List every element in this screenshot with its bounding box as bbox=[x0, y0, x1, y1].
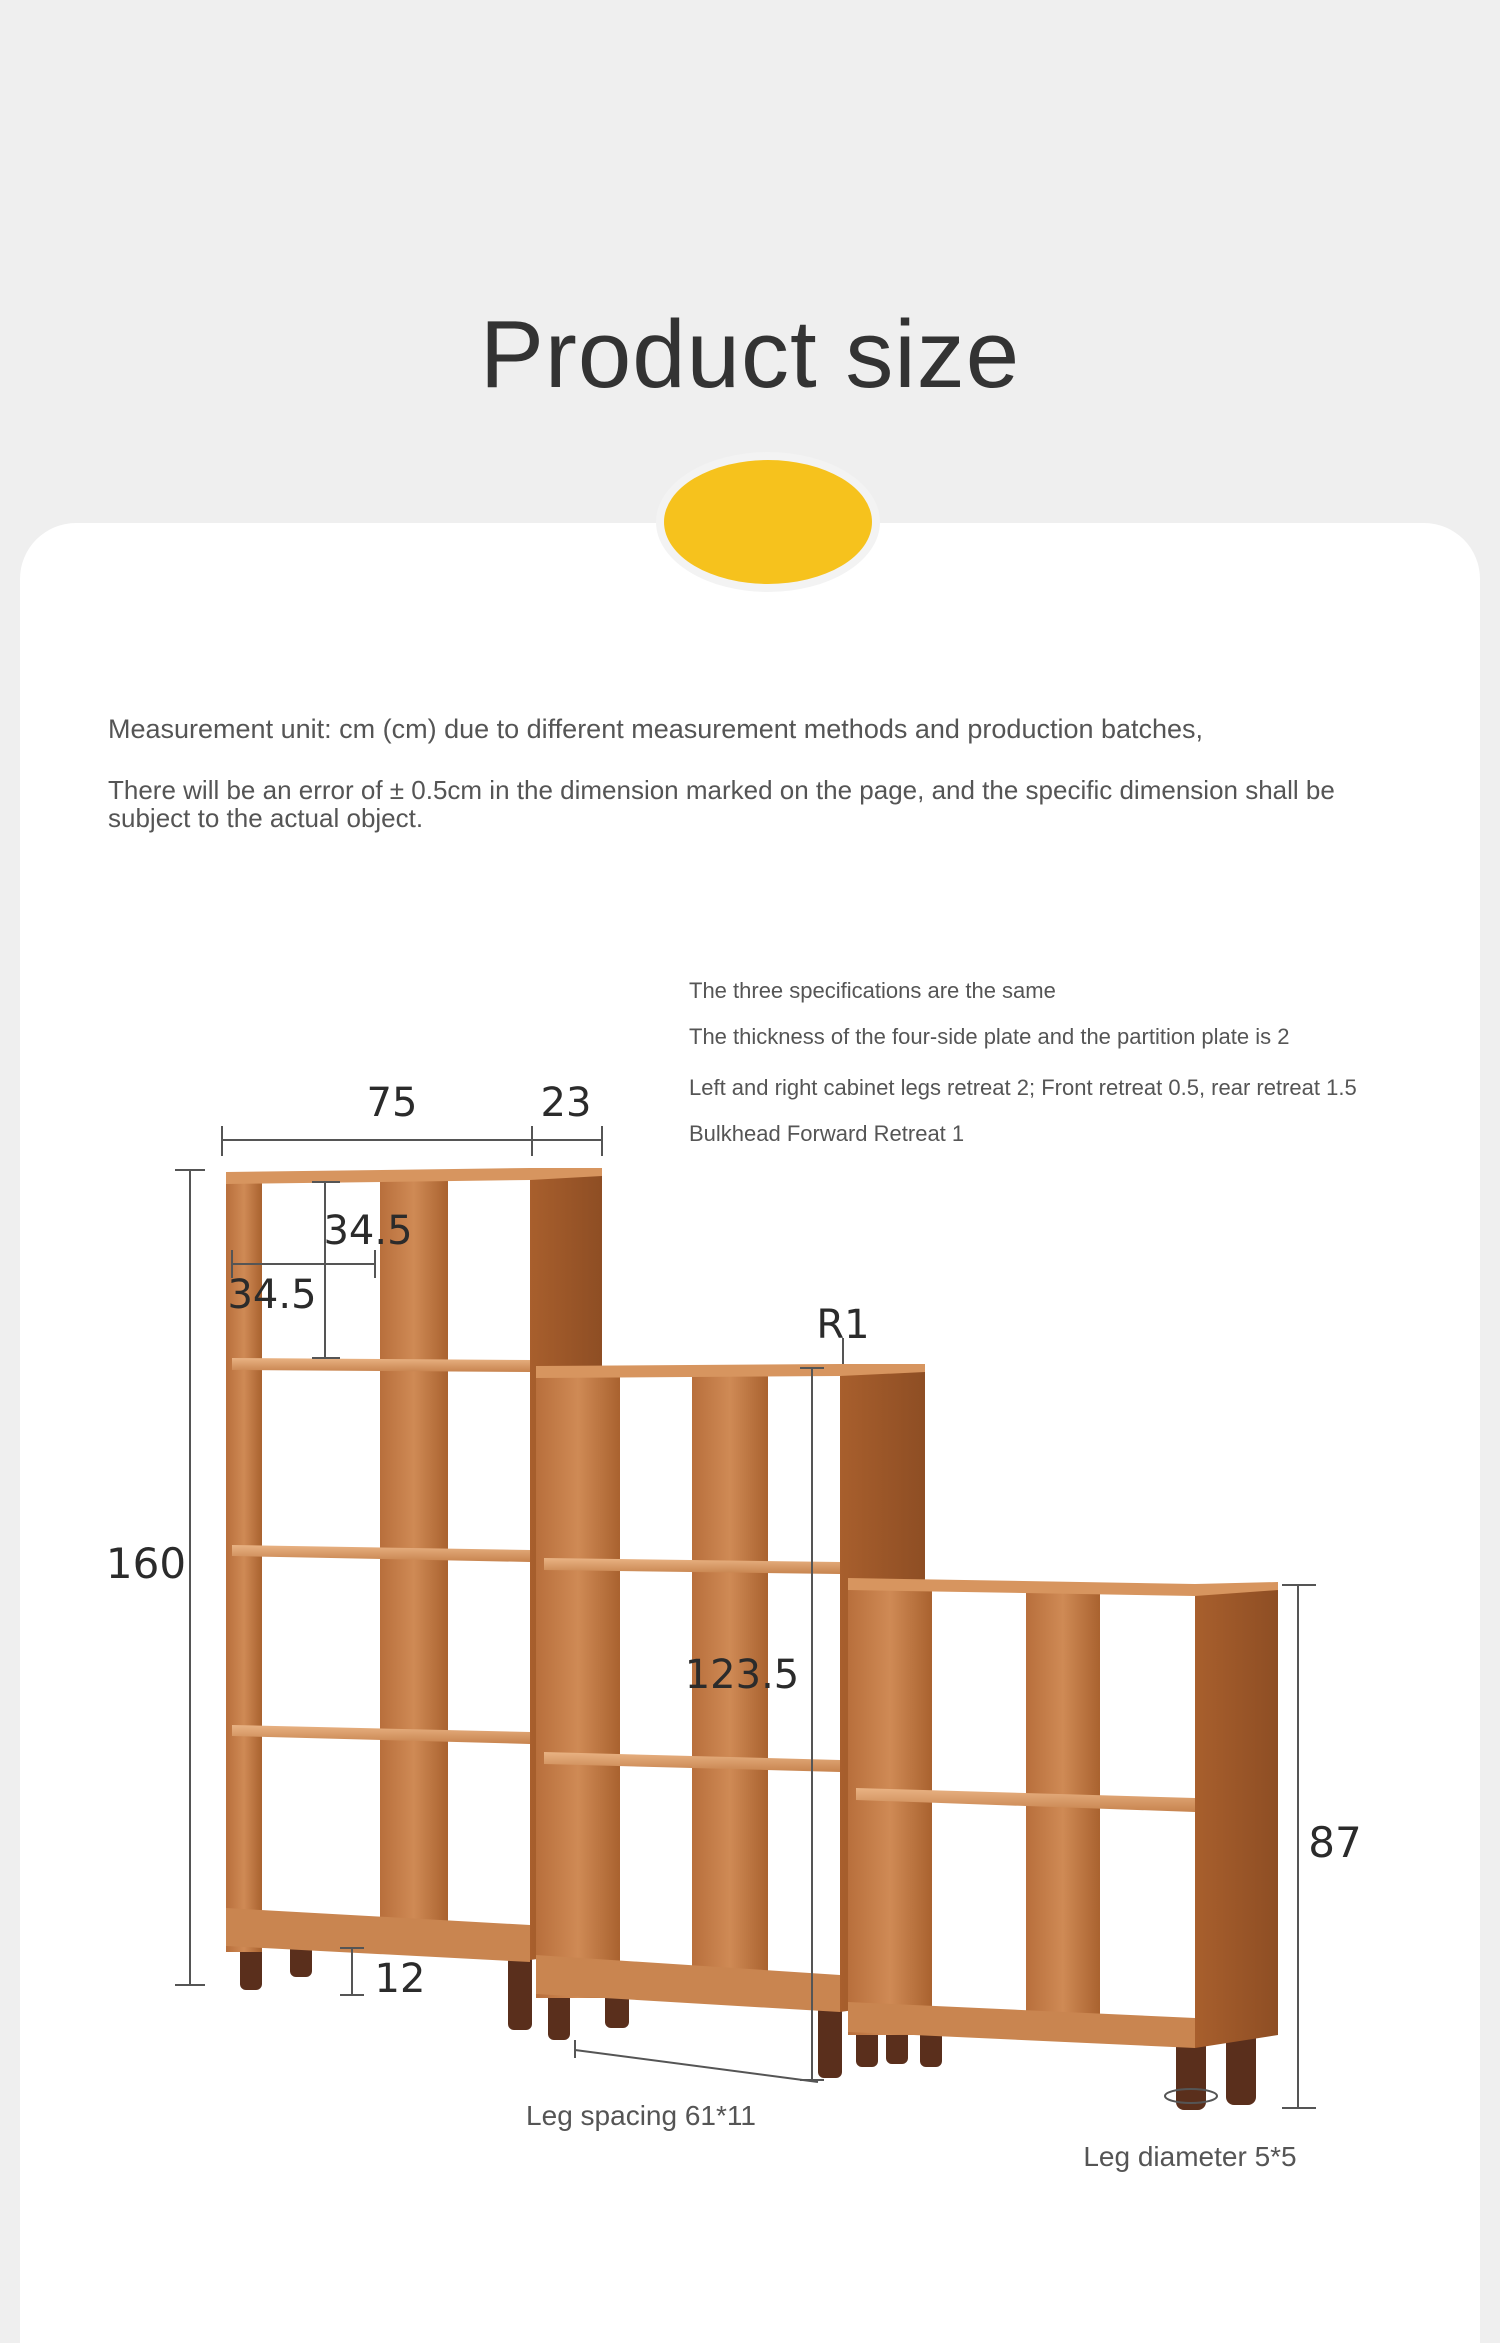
spec-note: The thickness of the four-side plate and the partition plate is 2 bbox=[689, 1024, 1290, 1049]
short-height-label: 87 bbox=[1308, 1818, 1362, 1867]
width-label: 75 bbox=[366, 1080, 418, 1126]
page-title: Product size bbox=[479, 301, 1021, 408]
short-bookshelf bbox=[848, 1578, 1278, 2110]
leg-diameter-caption: Leg diameter 5*5 bbox=[1083, 2141, 1297, 2172]
leg-height-label: 12 bbox=[374, 1956, 426, 2002]
leg-spacing-caption: Leg spacing 61*11 bbox=[526, 2100, 756, 2131]
corner-radius-label: R1 bbox=[816, 1302, 870, 1348]
spec-note: Bulkhead Forward Retreat 1 bbox=[689, 1121, 965, 1146]
cabinet-leg bbox=[508, 1955, 532, 2030]
spec-note: The three specifications are the same bbox=[689, 978, 1056, 1003]
measurement-unit-text: Measurement unit: cm (cm) due to different measurement methods and production batches, bbox=[108, 714, 1204, 744]
medium-height-label: 123.5 bbox=[684, 1652, 800, 1698]
tall-height-label: 160 bbox=[105, 1539, 187, 1588]
compartment-height-label: 34.5 bbox=[323, 1208, 413, 1254]
tolerance-text: There will be an error of ± 0.5cm in the dimension marked on the page, and the specific dimension shall be subject to the actual object. bbox=[108, 775, 1335, 833]
depth-label: 23 bbox=[540, 1080, 592, 1126]
spec-note: Left and right cabinet legs retreat 2; Front retreat 0.5, rear retreat 1.5 bbox=[689, 1075, 1357, 1100]
compartment-width-label: 34.5 bbox=[227, 1272, 317, 1318]
